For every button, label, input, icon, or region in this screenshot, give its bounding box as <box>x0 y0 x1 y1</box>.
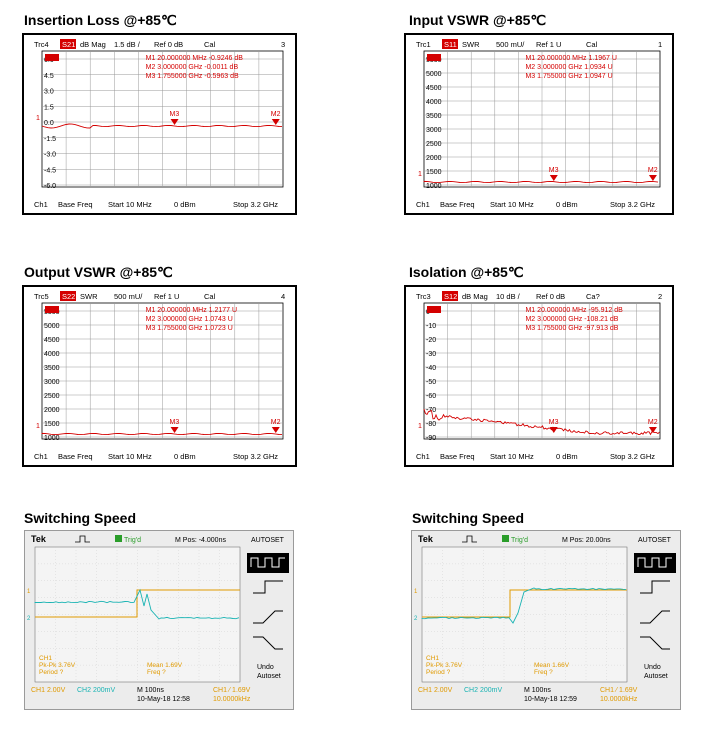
mean-measurement: Mean 1.66V <box>534 662 570 669</box>
trace-label: Trc3 <box>416 292 431 301</box>
footer-power: 0 dBm <box>556 200 578 209</box>
marker-readout: M1 20.000000 MHz -0.9246 dB <box>145 55 243 62</box>
undo-autoset-button: Autoset <box>644 673 668 680</box>
trig-status: Trig'd <box>124 537 142 544</box>
y-tick-label: 5000 <box>426 71 442 78</box>
footer-base: Base Freq <box>58 200 93 209</box>
isolation-title: Isolation @+85℃ <box>409 264 524 280</box>
format-label: dB Mag <box>462 292 488 301</box>
y-tick-label: 3500 <box>426 113 442 120</box>
y-tick-label: -30 <box>426 351 437 358</box>
rising-edge-icon <box>253 581 283 593</box>
undo-autoset-button: Undo <box>257 664 274 671</box>
footer-stop: Stop 3.2 GHz <box>610 452 656 461</box>
trig-indicator <box>502 535 509 542</box>
rising-edge-icon <box>640 581 670 593</box>
switching-speed-title-2: Switching Speed <box>412 510 525 526</box>
timebase: M 100ns <box>137 687 164 694</box>
ch2-marker: 2 <box>27 616 31 622</box>
channel-number: 2 <box>658 292 663 301</box>
marker-readout: M2 3.000000 GHz -108.21 dB <box>525 316 619 323</box>
cal-label: Cal <box>204 292 216 301</box>
footer-start: Start 10 MHz <box>108 452 152 461</box>
scale-label: 500 mU/ <box>496 40 525 49</box>
y-tick-label: 5000 <box>44 323 60 330</box>
y-tick-label: -10 <box>426 323 437 330</box>
y-tick-label: 4500 <box>426 85 442 92</box>
y-tick-label: -6.0 <box>44 183 57 190</box>
ref-marker: 1 <box>36 423 40 430</box>
ch1-measurement: Period ? <box>426 669 451 676</box>
run-icon <box>462 536 477 542</box>
marker-label: M3 <box>169 419 180 426</box>
y-tick-label: 0.0 <box>44 120 54 127</box>
footer-power: 0 dBm <box>174 452 196 461</box>
channel-number: 1 <box>658 40 663 49</box>
oscilloscope-screen-2 <box>411 530 681 710</box>
footer-stop: Stop 3.2 GHz <box>233 200 279 209</box>
falling-ramp-icon <box>253 637 283 649</box>
trigger-frequency: 10.0000kHz <box>600 696 638 703</box>
y-tick-label: 1500 <box>426 169 442 176</box>
format-label: dB Mag <box>80 40 106 49</box>
ch1-measurement: Period ? <box>39 669 64 676</box>
ref-marker: 1 <box>36 115 40 122</box>
y-tick-label: 1500 <box>44 421 60 428</box>
footer-start: Start 10 MHz <box>490 200 534 209</box>
marker-label: M2 <box>270 111 281 118</box>
y-tick-label: 1000 <box>426 183 442 190</box>
marker-readout: M3 1.755000 GHz -0.5963 dB <box>145 73 239 80</box>
marker-readout: M3 1.755000 GHz 1.0947 U <box>525 73 613 80</box>
param-label: S11 <box>444 40 457 49</box>
output-vswr-plot <box>22 285 297 467</box>
param-label: S22 <box>62 292 76 301</box>
y-tick-label: 2500 <box>426 141 442 148</box>
timestamp: 10-May-18 12:58 <box>137 696 190 703</box>
footer-channel: Ch1 <box>416 452 430 461</box>
y-tick-label: -4.5 <box>44 167 57 175</box>
marker-readout: M1 20.000000 MHz -95.912 dB <box>525 307 623 314</box>
undo-autoset-button: Autoset <box>257 673 281 680</box>
y-tick-label: 4500 <box>44 337 60 344</box>
marker-readout: M2 3.000000 GHz 1.0934 U <box>525 64 613 71</box>
y-tick-label: 3000 <box>44 379 60 386</box>
ch2-scale: CH2 200mV <box>77 687 116 694</box>
ch2-marker: 2 <box>414 616 418 622</box>
output-vswr-title: Output VSWR @+85℃ <box>24 264 173 280</box>
axis-badge <box>45 306 59 313</box>
channel-number: 3 <box>281 40 286 49</box>
param-label: S21 <box>62 40 76 49</box>
ch1-measurement: Pk-Pk 3.76V <box>426 662 463 669</box>
y-tick-label: -50 <box>426 379 437 386</box>
y-tick-label: -80 <box>426 421 437 428</box>
falling-ramp-icon <box>640 637 670 649</box>
ch1-scale: CH1 2.00V <box>418 687 453 694</box>
trace-label: Trc4 <box>34 40 49 49</box>
y-tick-label: 1.5 <box>44 104 54 112</box>
marker-label: M3 <box>548 419 559 426</box>
footer-power: 0 dBm <box>556 452 578 461</box>
run-icon <box>75 536 90 542</box>
mean-measurement: Freq ? <box>534 669 553 676</box>
ref-marker: 1 <box>418 423 422 430</box>
footer-base: Base Freq <box>58 452 93 461</box>
marker-readout: M2 3.000000 GHz -0.0011 dB <box>145 64 239 71</box>
ch1-marker: 1 <box>414 589 418 595</box>
trigger-level: CH1 ⁄ 1.69V <box>600 687 638 694</box>
marker-label: M2 <box>647 419 658 426</box>
undo-autoset-button: Undo <box>644 664 661 671</box>
marker-label: M2 <box>270 419 281 426</box>
y-tick-label: -60 <box>426 393 437 400</box>
axis-badge <box>427 306 441 313</box>
param-label: S12 <box>444 292 458 301</box>
cal-label: Cal <box>204 40 216 49</box>
timebase: M 100ns <box>524 687 551 694</box>
y-tick-label: -70 <box>426 407 437 414</box>
insertion-loss-plot <box>22 33 297 215</box>
y-tick-label: 4000 <box>44 351 60 358</box>
axis-badge <box>427 54 441 61</box>
ch1-measurement: CH1 <box>426 655 440 662</box>
isolation-plot <box>404 285 674 467</box>
footer-channel: Ch1 <box>34 452 48 461</box>
switching-speed-title-1: Switching Speed <box>24 510 137 526</box>
marker-readout: M3 1.755000 GHz 1.0723 U <box>145 325 233 332</box>
waveform-button <box>634 553 676 573</box>
ch1-measurement: Pk-Pk 3.76V <box>39 662 76 669</box>
footer-channel: Ch1 <box>416 200 430 209</box>
mean-measurement: Mean 1.69V <box>147 662 183 669</box>
ref-label: Ref 1 U <box>154 292 180 301</box>
footer-start: Start 10 MHz <box>490 452 534 461</box>
marker-label: M3 <box>169 111 180 118</box>
footer-base: Base Freq <box>440 200 475 209</box>
format-label: SWR <box>80 292 98 301</box>
marker-label: M3 <box>548 167 559 174</box>
scale-label: 1.5 dB / <box>114 40 140 49</box>
axis-badge <box>45 54 59 61</box>
y-tick-label: 3500 <box>44 365 60 372</box>
m-pos: M Pos: -4.000ns <box>175 537 226 544</box>
y-tick-label: -1.5 <box>44 135 57 143</box>
ch1-scale: CH1 2.00V <box>31 687 66 694</box>
y-tick-label: 4.5 <box>44 72 54 80</box>
ch1-marker: 1 <box>27 589 31 595</box>
channel-number: 4 <box>281 292 286 301</box>
y-tick-label: -90 <box>426 435 437 442</box>
y-tick-label: 4000 <box>426 99 442 106</box>
mean-measurement: Freq ? <box>147 669 166 676</box>
footer-start: Start 10 MHz <box>108 200 152 209</box>
y-tick-label: -20 <box>426 337 437 344</box>
cal-label: Ca? <box>586 292 600 301</box>
y-tick-label: 2500 <box>44 393 60 400</box>
marker-readout: M1 20.000000 MHz 1.1967 U <box>525 55 617 62</box>
scale-label: 500 mU/ <box>114 292 143 301</box>
trigger-frequency: 10.0000kHz <box>213 696 251 703</box>
trigger-level: CH1 ⁄ 1.69V <box>213 687 251 694</box>
trace-label: Trc5 <box>34 292 49 301</box>
footer-stop: Stop 3.2 GHz <box>233 452 279 461</box>
rising-ramp-icon <box>640 611 670 623</box>
marker-readout: M1 20.000000 MHz 1.2177 U <box>145 307 238 314</box>
y-tick-label: 1000 <box>44 435 60 442</box>
scale-label: 10 dB / <box>496 292 520 301</box>
oscilloscope-screen-1 <box>24 530 294 710</box>
trig-indicator <box>115 535 122 542</box>
insertion-loss-title: Insertion Loss @+85℃ <box>24 12 177 28</box>
input-vswr-plot <box>404 33 674 215</box>
ref-label: Ref 1 U <box>536 40 562 49</box>
footer-power: 0 dBm <box>174 200 196 209</box>
autoset-label: AUTOSET <box>251 537 284 544</box>
y-tick-label: 2000 <box>426 155 442 162</box>
y-tick-label: 3.0 <box>44 88 54 96</box>
footer-base: Base Freq <box>440 452 475 461</box>
marker-readout: M3 1.755000 GHz -97.913 dB <box>525 325 619 332</box>
ref-label: Ref 0 dB <box>536 292 566 301</box>
ref-marker: 1 <box>418 171 422 178</box>
rising-ramp-icon <box>253 611 283 623</box>
y-tick-label: -3.0 <box>44 151 57 159</box>
cal-label: Cal <box>586 40 598 49</box>
input-vswr-title: Input VSWR @+85℃ <box>409 12 547 28</box>
m-pos: M Pos: 20.00ns <box>562 537 611 544</box>
waveform-button <box>247 553 289 573</box>
autoset-label: AUTOSET <box>638 537 671 544</box>
marker-readout: M2 3.000000 GHz 1.0743 U <box>145 316 233 323</box>
format-label: SWR <box>462 40 480 49</box>
tek-brand: Tek <box>418 534 433 544</box>
tek-brand: Tek <box>31 534 46 544</box>
y-tick-label: 2000 <box>44 407 60 414</box>
footer-stop: Stop 3.2 GHz <box>610 200 656 209</box>
y-tick-label: 3000 <box>426 127 442 134</box>
trig-status: Trig'd <box>511 537 529 544</box>
y-tick-label: -40 <box>426 365 437 372</box>
marker-label: M2 <box>647 167 658 174</box>
ref-label: Ref 0 dB <box>154 40 184 49</box>
trace-label: Trc1 <box>416 40 431 49</box>
footer-channel: Ch1 <box>34 200 48 209</box>
timestamp: 10-May-18 12:59 <box>524 696 577 703</box>
ch1-measurement: CH1 <box>39 655 53 662</box>
ch2-scale: CH2 200mV <box>464 687 503 694</box>
